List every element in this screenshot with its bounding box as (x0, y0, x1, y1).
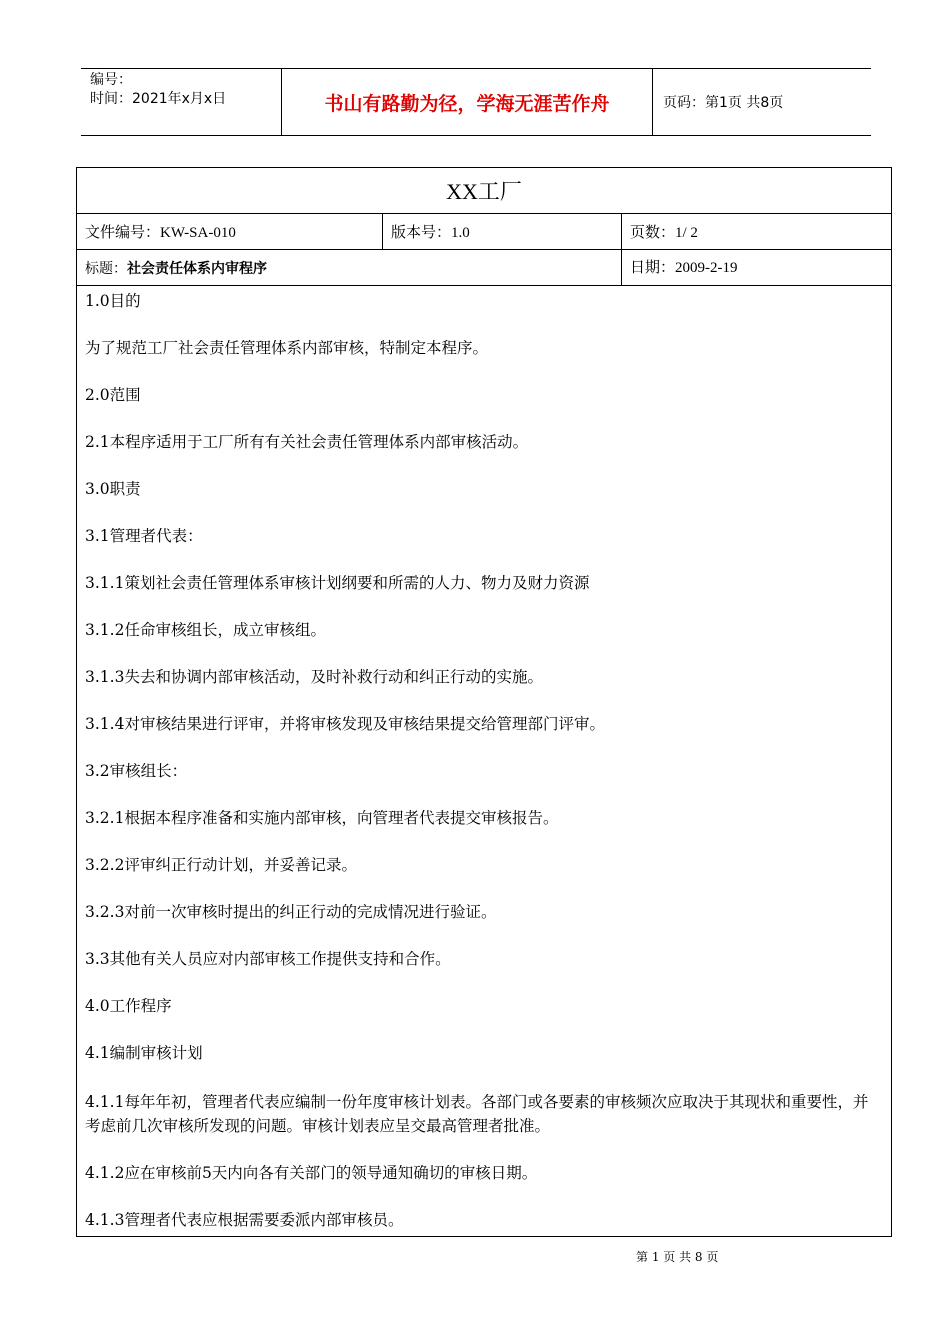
factory-title: XX工厂 (77, 168, 891, 214)
meta-row-title (77, 250, 891, 286)
para-13: 3.2.2评审纠正行动计划，并妥善记录。 (85, 856, 357, 874)
page-count: 页数：1/ 2 (621, 214, 891, 249)
page-footer: 第 1 页 共 8 页 (636, 1250, 719, 1264)
para-1: 1.0目的 (85, 292, 141, 310)
para-6: 3.1管理者代表： (85, 527, 203, 545)
header-motto: 书山有路勤为径，学海无涯苦作舟 (282, 69, 653, 135)
header-number-label: 编号： (90, 72, 132, 88)
para-12: 3.2.1根据本程序准备和实施内部审核，向管理者代表提交审核报告。 (85, 809, 559, 827)
header-date-label: 时间：2021年x月x日 (90, 91, 227, 107)
header-info-cell (81, 69, 282, 135)
header-page-info: 页码：第1页 共8页 (663, 95, 784, 111)
para-10: 3.1.4对审核结果进行评审，并将审核发现及审核结果提交给管理部门评审。 (85, 715, 605, 733)
para-19: 4.1.2应在审核前5天内向各有关部门的领导通知确切的审核日期。 (85, 1164, 538, 1182)
doc-title-value: 社会责任体系内审程序 (127, 260, 267, 277)
version-number: 版本号：1.0 (382, 214, 621, 249)
doc-title (77, 250, 621, 285)
para-17: 4.1编制审核计划 (85, 1044, 203, 1062)
para-18: 4.1.1每年年初，管理者代表应编制一份年度审核计划表。各部门或各要素的审核频次应取决于其现状和重要性，并考虑前几次审核所发现的问题。审核计划表应呈交最高管理者批准。 (85, 1093, 869, 1135)
para-8: 3.1.2任命审核组长，成立审核组。 (85, 621, 326, 639)
page-header (81, 68, 871, 136)
para-5: 3.0职责 (85, 480, 141, 498)
file-number: 文件编号：KW-SA-010 (85, 225, 236, 241)
doc-title-label: 标题： (85, 260, 127, 277)
para-3: 2.0范围 (85, 386, 141, 404)
para-20: 4.1.3管理者代表应根据需要委派内部审核员。 (85, 1211, 404, 1229)
para-4: 2.1本程序适用于工厂所有有关社会责任管理体系内部审核活动。 (85, 433, 529, 451)
para-15: 3.3其他有关人员应对内部审核工作提供支持和合作。 (85, 950, 451, 968)
para-11: 3.2审核组长： (85, 762, 188, 780)
para-2: 为了规范工厂社会责任管理体系内部审核，特制定本程序。 (85, 339, 489, 357)
para-9: 3.1.3失去和协调内部审核活动，及时补救行动和纠正行动的实施。 (85, 668, 543, 686)
doc-date: 日期：2009-2-19 (621, 250, 891, 285)
para-7: 3.1.1策划社会责任管理体系审核计划纲要和所需的人力、物力及财力资源 (85, 574, 590, 592)
document-frame (76, 167, 892, 1237)
para-16: 4.0工作程序 (85, 997, 172, 1015)
meta-row-file (77, 214, 891, 250)
para-14: 3.2.3对前一次审核时提出的纠正行动的完成情况进行验证。 (85, 903, 497, 921)
